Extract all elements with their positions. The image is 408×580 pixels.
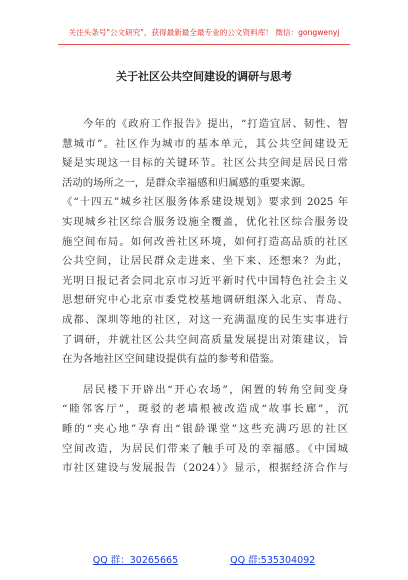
text-line: 疑是实现这一目标的关键环节。社区公共空间是居民日常 xyxy=(62,157,348,170)
header-banner: 关注头条号"公文研究"，获得最新最全最专业的公文资料库！ 微信：gongwenyj xyxy=(68,28,340,37)
text-line: 施空间布局。如何改善社区环境，如何打造高品质的社区 xyxy=(62,235,348,248)
text-line: 活动的场所之一，是群众幸福感和归属感的重要来源。 xyxy=(62,176,312,189)
text-line: 成都、深圳等地的社区，对这一充满温度的民生实事进行 xyxy=(62,313,348,326)
text-line: 了调研，并就社区公共空间高质量发展提出对策建议，旨 xyxy=(62,333,348,346)
text-line: “睦邻客厅”，斑驳的老墙根被改造成“故事长廊”，沉 xyxy=(62,403,348,416)
paragraph-2 xyxy=(62,381,348,479)
footer-contacts xyxy=(0,552,408,566)
qq-group-1: QQ 群：30265665 xyxy=(92,555,179,566)
text-line: 市社区建设与发展报告（2024）》显示，根据经济合作与 xyxy=(62,462,348,475)
text-line: 《“十四五”城乡社区服务体系建设规划》要求到 2025 年 xyxy=(62,196,348,209)
text-line: 居民楼下开辟出“开心农场”，闲置的转角空间变身 xyxy=(83,383,348,396)
qq-group-2: QQ 群:535304092 xyxy=(230,555,316,566)
text-line: 在为各地社区空间建设提供有益的参考和借鉴。 xyxy=(62,353,281,366)
text-line: 思想研究中心北京市委党校基地调研组深入北京、青岛、 xyxy=(62,294,348,307)
text-line: 实现城乡社区综合服务设施全覆盖，优化社区综合服务设 xyxy=(62,215,348,228)
text-line: 光明日报记者会同北京市习近平新时代中国特色社会主义 xyxy=(62,274,348,287)
text-line: 今年的《政府工作报告》提出，“打造宜居、韧性、智 xyxy=(83,118,348,130)
text-line: 公共空间，让居民群众走进来、坐下来、还想来？为此， xyxy=(62,255,348,268)
text-line: 空间改造，为居民们带来了触手可及的幸福感。《中国城 xyxy=(62,442,348,455)
header-divider xyxy=(58,44,350,45)
document-title: 关于社区公共空间建设的调研与思考 xyxy=(116,70,292,83)
text-line: 睡的“夹心地”孕育出“银龄课堂”这些充满巧思的社区 xyxy=(62,422,348,435)
text-line: 慧城市”。社区作为城市的基本单元，其公共空间建设无 xyxy=(62,137,348,150)
document-body xyxy=(62,115,348,479)
paragraph-1 xyxy=(62,115,348,370)
